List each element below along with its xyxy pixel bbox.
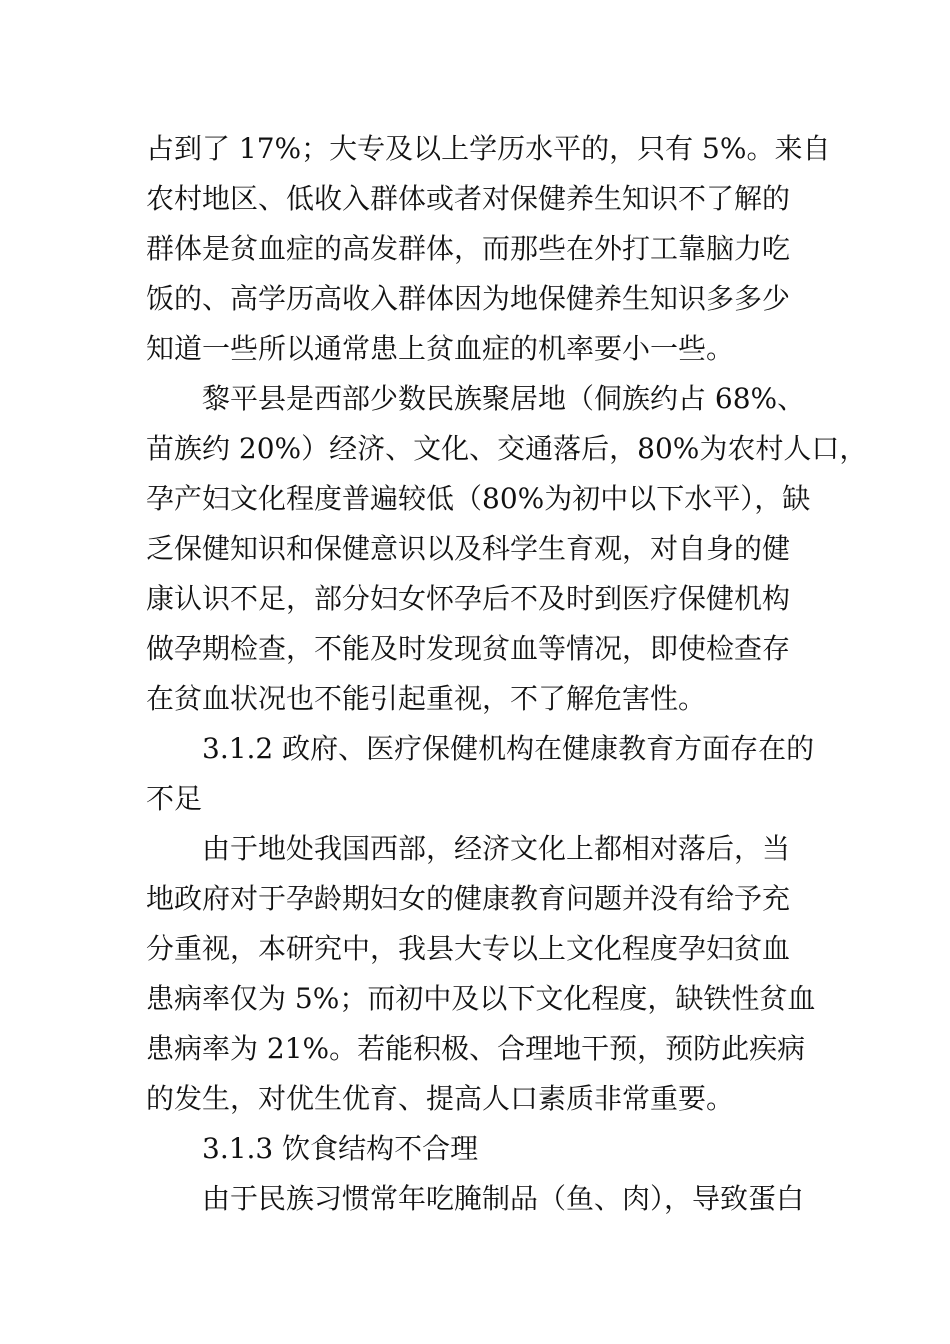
section-heading-3-1-3 bbox=[146, 1124, 808, 1174]
text-line: 不足 bbox=[146, 782, 203, 815]
paragraph-education-stats bbox=[146, 124, 831, 374]
section-heading-3-1-2 bbox=[146, 724, 815, 824]
paragraph-diet-structure bbox=[146, 1174, 808, 1224]
text-line: 占到了 17%；大专及以上学历水平的，只有 5%。来自 bbox=[146, 132, 831, 165]
text-line: 患病率仅为 5%；而初中及以下文化程度，缺铁性贫血 bbox=[146, 982, 816, 1015]
text-line: 地政府对于孕龄期妇女的健康教育问题并没有给予充 bbox=[146, 882, 791, 915]
text-line: 由于地处我国西部，经济文化上都相对落后，当 bbox=[202, 832, 791, 865]
text-line: 的发生，对优生优育、提高人口素质非常重要。 bbox=[146, 1082, 735, 1115]
text-line: 黎平县是西部少数民族聚居地（侗族约占 68%、 bbox=[202, 382, 806, 415]
text-line: 知道一些所以通常患上贫血症的机率要小一些。 bbox=[146, 332, 735, 365]
text-line: 康认识不足，部分妇女怀孕后不及时到医疗保健机构 bbox=[146, 582, 791, 615]
paragraph-government-shortcomings bbox=[146, 824, 816, 1124]
text-line: 分重视，本研究中，我县大专以上文化程度孕妇贫血 bbox=[146, 932, 791, 965]
paragraph-liping-county bbox=[146, 374, 868, 724]
text-line: 在贫血状况也不能引起重视，不了解危害性。 bbox=[146, 682, 707, 715]
text-line: 3.1.3 饮食结构不合理 bbox=[202, 1132, 479, 1165]
document-body bbox=[146, 124, 868, 1224]
text-line: 孕产妇文化程度普遍较低（80%为初中以下水平），缺 bbox=[146, 482, 811, 515]
text-line: 3.1.2 政府、医疗保健机构在健康教育方面存在的 bbox=[202, 732, 815, 765]
text-line: 饭的、高学历高收入群体因为地保健养生知识多多少 bbox=[146, 282, 791, 315]
text-line: 苗族约 20%）经济、文化、交通落后，80%为农村人口， bbox=[146, 432, 868, 465]
text-line: 群体是贫血症的高发群体，而那些在外打工靠脑力吃 bbox=[146, 232, 791, 265]
text-line: 做孕期检查，不能及时发现贫血等情况，即使检查存 bbox=[146, 632, 791, 665]
text-line: 农村地区、低收入群体或者对保健养生知识不了解的 bbox=[146, 182, 791, 215]
text-line: 由于民族习惯常年吃腌制品（鱼、肉），导致蛋白 bbox=[202, 1182, 805, 1215]
text-line: 乏保健知识和保健意识以及科学生育观，对自身的健 bbox=[146, 532, 791, 565]
text-line: 患病率为 21%。若能积极、合理地干预，预防此疾病 bbox=[146, 1032, 806, 1065]
